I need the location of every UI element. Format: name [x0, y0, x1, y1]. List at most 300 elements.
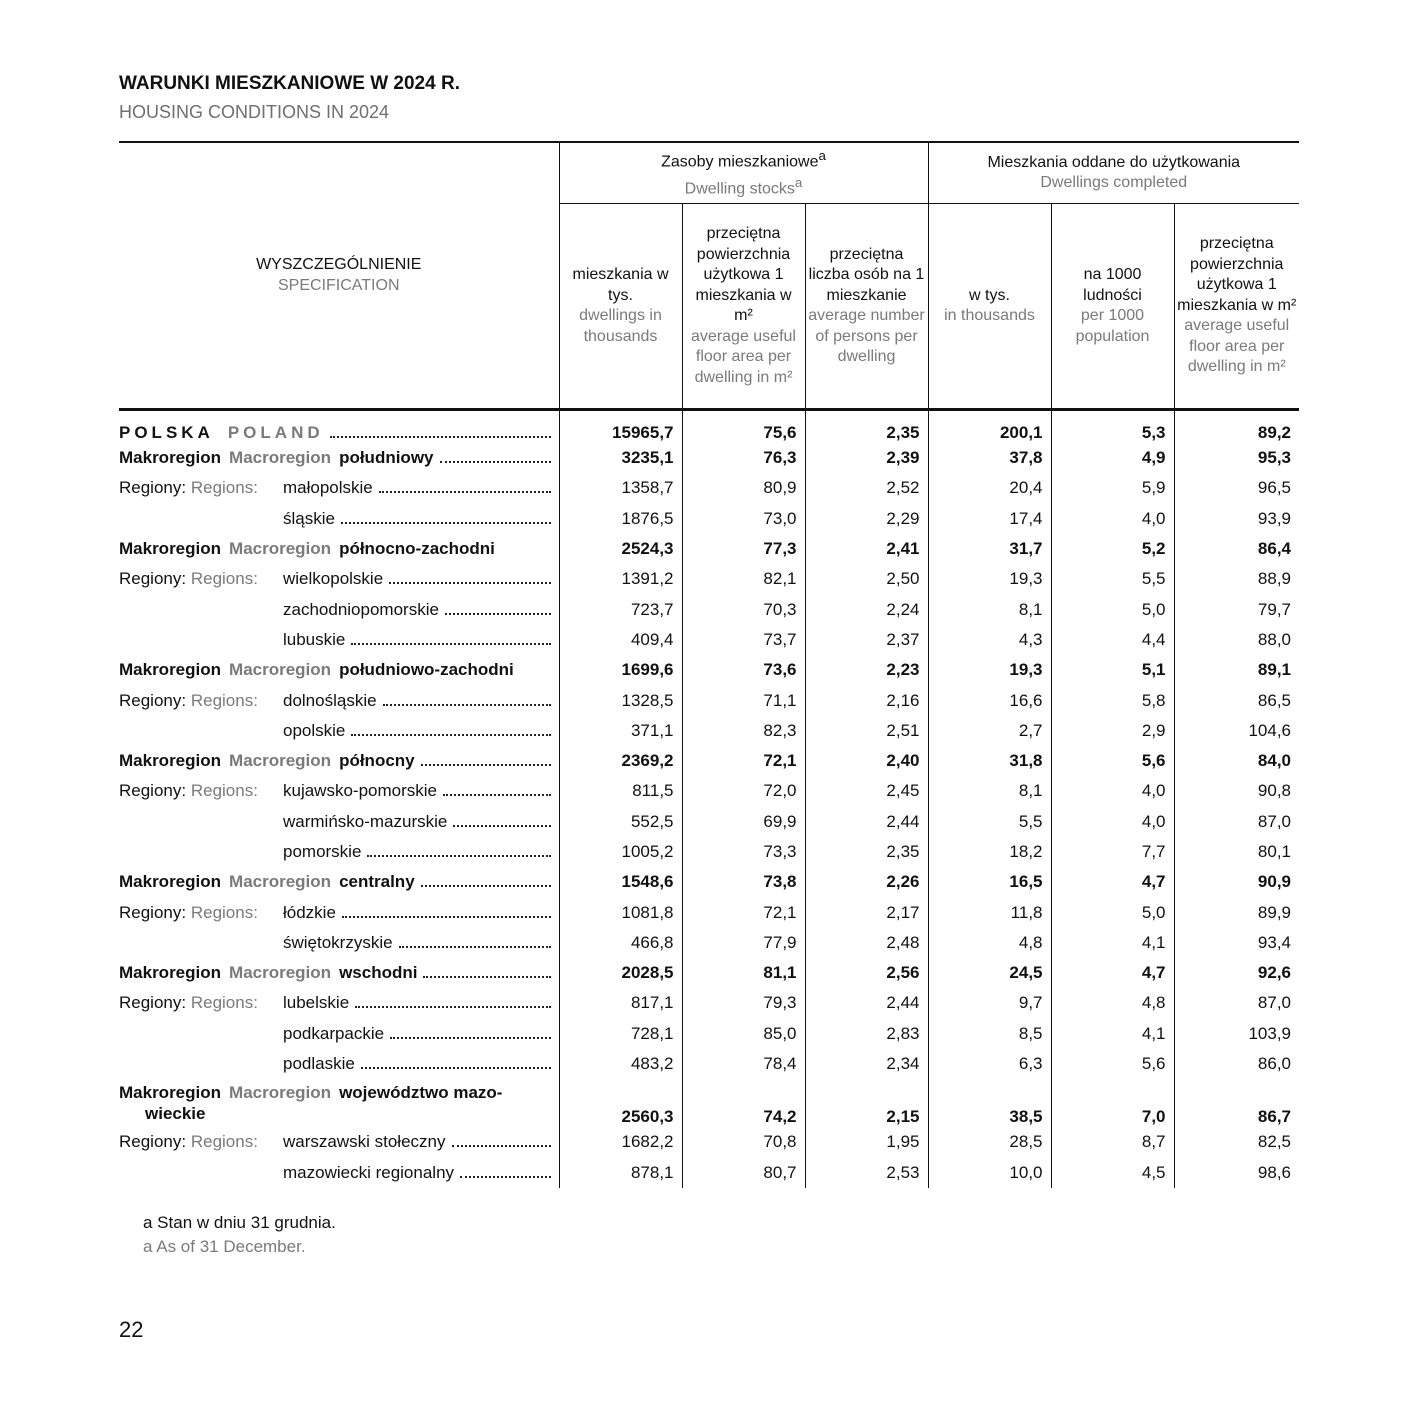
cell-col-6: 89,9: [1174, 897, 1299, 927]
table-row: [119, 1049, 1299, 1079]
cell-col-6: 86,7: [1174, 1079, 1299, 1127]
cell-col-6: 86,0: [1174, 1049, 1299, 1079]
regiony-label: Regiony:: [119, 569, 187, 589]
cell-col-5: 4,1: [1051, 928, 1174, 958]
row-label: [119, 867, 559, 897]
dot-leader: [421, 885, 551, 887]
group2-pl: Mieszkania oddane do użytkowania: [987, 153, 1241, 171]
cell-col-5: 4,0: [1051, 807, 1174, 837]
cell-col-5: 4,7: [1051, 958, 1174, 988]
cell-col-2: 80,7: [682, 1158, 805, 1188]
cell-col-5: 8,7: [1051, 1127, 1174, 1157]
region-name: świętokrzyskie: [283, 932, 393, 952]
cell-col-5: 5,5: [1051, 564, 1174, 594]
footnote-pl: a Stan w dniu 31 grudnia.: [143, 1213, 336, 1232]
row-label: [119, 564, 559, 594]
column-header-en: average number of persons per dwelling: [808, 307, 925, 365]
table-row: [119, 1158, 1299, 1188]
dot-leader: [342, 916, 551, 918]
polska-label: POLSKA: [119, 423, 214, 442]
group2-en: Dwellings completed: [1040, 174, 1188, 191]
cell-col-3: 2,29: [805, 504, 928, 534]
document-page: [119, 72, 1299, 1188]
column-header-4: [928, 204, 1051, 410]
dot-leader: [390, 1037, 550, 1039]
macroregion-name-cont: wieckie: [145, 1104, 206, 1124]
row-label: [119, 655, 559, 685]
regiony-label: Regiony:: [119, 690, 187, 710]
cell-col-5: 4,7: [1051, 867, 1174, 897]
row-label: [119, 410, 559, 444]
table-row: [119, 1127, 1299, 1157]
macroregion-name: województwo mazo-: [339, 1083, 503, 1103]
cell-col-3: 2,40: [805, 746, 928, 776]
column-header-pl: na 1000 ludności: [1083, 266, 1142, 304]
table-row: [119, 897, 1299, 927]
makroregion-label: Makroregion: [119, 963, 222, 983]
cell-col-6: 89,2: [1174, 410, 1299, 444]
cell-col-3: 2,15: [805, 1079, 928, 1127]
dot-leader: [330, 436, 551, 438]
cell-col-3: 2,83: [805, 1019, 928, 1049]
cell-col-1: 15965,7: [559, 410, 682, 444]
cell-col-3: 2,34: [805, 1049, 928, 1079]
row-label: [119, 897, 559, 927]
makroregion-label: Makroregion: [119, 751, 222, 771]
cell-col-4: 4,3: [928, 625, 1051, 655]
regions-prefix: [119, 569, 283, 589]
regions-label: Regions:: [190, 1132, 258, 1152]
table-row: [119, 443, 1299, 473]
cell-col-2: 71,1: [682, 685, 805, 715]
cell-col-1: 483,2: [559, 1049, 682, 1079]
cell-col-5: 5,6: [1051, 746, 1174, 776]
group1-en: Dwelling stocks: [684, 180, 795, 198]
cell-col-4: 10,0: [928, 1158, 1051, 1188]
group1-sup: a: [818, 148, 826, 164]
row-label: [119, 504, 559, 534]
page-number: 22: [119, 1317, 144, 1342]
column-header-5: [1051, 204, 1174, 410]
row-label: [119, 807, 559, 837]
cell-col-4: 8,1: [928, 594, 1051, 624]
group-header-stocks: [559, 142, 928, 204]
cell-col-1: 1699,6: [559, 655, 682, 685]
cell-col-1: 723,7: [559, 594, 682, 624]
cell-col-3: 2,35: [805, 837, 928, 867]
cell-col-6: 79,7: [1174, 594, 1299, 624]
dot-leader: [383, 704, 551, 706]
column-header-en: average useful floor area per dwelling in m²: [691, 327, 796, 386]
cell-col-4: 19,3: [928, 655, 1051, 685]
region-name: mazowiecki regionalny: [283, 1162, 455, 1182]
cell-col-1: 1391,2: [559, 564, 682, 594]
macroregion-label: Macroregion: [229, 448, 332, 468]
cell-col-4: 16,5: [928, 867, 1051, 897]
cell-col-3: 1,95: [805, 1127, 928, 1157]
footnote-en: a As of 31 December.: [143, 1237, 306, 1256]
cell-col-3: 2,41: [805, 534, 928, 564]
region-name: pomorskie: [283, 842, 362, 861]
cell-col-1: 1548,6: [559, 867, 682, 897]
cell-col-2: 78,4: [682, 1049, 805, 1079]
regions-label: Regions:: [190, 902, 258, 922]
makroregion-label: Makroregion: [119, 539, 222, 559]
cell-col-1: 728,1: [559, 1019, 682, 1049]
cell-col-6: 95,3: [1174, 443, 1299, 473]
column-header-pl: mieszkania w tys.: [572, 266, 669, 304]
dot-leader: [453, 825, 550, 827]
macroregion-label: Macroregion: [229, 872, 332, 892]
regiony-label: Regiony:: [119, 1132, 187, 1152]
dot-leader: [351, 734, 550, 736]
cell-col-5: 4,5: [1051, 1158, 1174, 1188]
cell-col-3: 2,24: [805, 594, 928, 624]
cell-col-2: 70,3: [682, 594, 805, 624]
cell-col-2: 82,1: [682, 564, 805, 594]
table-row: [119, 807, 1299, 837]
cell-col-6: 103,9: [1174, 1019, 1299, 1049]
cell-col-1: 811,5: [559, 776, 682, 806]
cell-col-3: 2,35: [805, 410, 928, 444]
cell-col-5: 7,7: [1051, 837, 1174, 867]
cell-col-1: 2028,5: [559, 958, 682, 988]
cell-col-5: 5,1: [1051, 655, 1174, 685]
macroregion-name: centralny: [339, 872, 415, 892]
cell-col-1: 1358,7: [559, 473, 682, 503]
cell-col-5: 4,1: [1051, 1019, 1174, 1049]
cell-col-1: 409,4: [559, 625, 682, 655]
cell-col-6: 86,5: [1174, 685, 1299, 715]
table-row: [119, 534, 1299, 564]
region-name: małopolskie: [283, 478, 373, 498]
cell-col-3: 2,44: [805, 988, 928, 1018]
cell-col-6: 84,0: [1174, 746, 1299, 776]
cell-col-6: 82,5: [1174, 1127, 1299, 1157]
cell-col-3: 2,51: [805, 716, 928, 746]
cell-col-6: 93,9: [1174, 504, 1299, 534]
cell-col-5: 4,0: [1051, 776, 1174, 806]
table-row: [119, 776, 1299, 806]
region-name: śląskie: [283, 508, 335, 528]
cell-col-4: 16,6: [928, 685, 1051, 715]
dot-leader: [443, 794, 551, 796]
regions-label: Regions:: [190, 478, 258, 498]
regions-label: Regions:: [190, 993, 258, 1013]
cell-col-2: 76,3: [682, 443, 805, 473]
table-subtitle: HOUSING CONDITIONS IN 2024: [119, 102, 390, 122]
cell-col-2: 69,9: [682, 807, 805, 837]
table-row: [119, 867, 1299, 897]
dot-leader: [399, 946, 551, 948]
cell-col-3: 2,17: [805, 897, 928, 927]
row-label: [119, 685, 559, 715]
column-header-pl: przeciętna powierzchnia użytkowa 1 mieszkania w m²: [1177, 235, 1297, 314]
dot-leader: [361, 1067, 551, 1069]
table-row: [119, 837, 1299, 867]
region-name: łódzkie: [283, 902, 336, 922]
spec-header: [119, 142, 559, 410]
row-label: [119, 1158, 559, 1188]
makroregion-label: Makroregion: [119, 1083, 222, 1103]
row-label: [119, 776, 559, 806]
cell-col-4: 18,2: [928, 837, 1051, 867]
table-row: [119, 958, 1299, 988]
table-row: [119, 928, 1299, 958]
regiony-label: Regiony:: [119, 993, 187, 1013]
cell-col-2: 73,8: [682, 867, 805, 897]
table-row: [119, 410, 1299, 444]
table-row: [119, 746, 1299, 776]
regions-prefix: [119, 478, 283, 498]
cell-col-4: 8,5: [928, 1019, 1051, 1049]
row-label: [119, 443, 559, 473]
cell-col-5: 4,9: [1051, 443, 1174, 473]
cell-col-4: 19,3: [928, 564, 1051, 594]
dot-leader: [379, 491, 551, 493]
table-row: [119, 504, 1299, 534]
column-header-en: in thousands: [944, 307, 1035, 324]
cell-col-6: 90,8: [1174, 776, 1299, 806]
cell-col-5: 4,0: [1051, 504, 1174, 534]
macroregion-name: północny: [339, 751, 415, 771]
housing-table: [119, 141, 1299, 1188]
cell-col-6: 89,1: [1174, 655, 1299, 685]
cell-col-1: 1005,2: [559, 837, 682, 867]
dot-leader: [421, 764, 551, 766]
dot-leader: [423, 976, 550, 978]
cell-col-1: 878,1: [559, 1158, 682, 1188]
cell-col-2: 73,0: [682, 504, 805, 534]
cell-col-6: 86,4: [1174, 534, 1299, 564]
cell-col-1: 1682,2: [559, 1127, 682, 1157]
cell-col-6: 87,0: [1174, 988, 1299, 1018]
row-label: [119, 534, 559, 564]
cell-col-5: 4,8: [1051, 988, 1174, 1018]
macroregion-label: Macroregion: [229, 539, 332, 559]
makroregion-label: Makroregion: [119, 448, 222, 468]
group1-pl: Zasoby mieszkaniowe: [661, 153, 819, 171]
cell-col-2: 72,1: [682, 746, 805, 776]
cell-col-2: 72,1: [682, 897, 805, 927]
table-title: WARUNKI MIESZKANIOWE W 2024 R.: [119, 73, 460, 94]
cell-col-3: 2,44: [805, 807, 928, 837]
cell-col-4: 37,8: [928, 443, 1051, 473]
cell-col-4: 4,8: [928, 928, 1051, 958]
macroregion-name: południowo-zachodni: [339, 660, 514, 680]
column-header-3: [805, 204, 928, 410]
row-label: [119, 746, 559, 776]
cell-col-1: 2369,2: [559, 746, 682, 776]
cell-col-1: 466,8: [559, 928, 682, 958]
cell-col-6: 88,9: [1174, 564, 1299, 594]
footnote: [143, 1211, 336, 1259]
cell-col-4: 9,7: [928, 988, 1051, 1018]
cell-col-3: 2,37: [805, 625, 928, 655]
poland-label: POLAND: [227, 423, 324, 442]
cell-col-6: 88,0: [1174, 625, 1299, 655]
cell-col-6: 92,6: [1174, 958, 1299, 988]
cell-col-3: 2,56: [805, 958, 928, 988]
dot-leader: [460, 1176, 550, 1178]
cell-col-5: 2,9: [1051, 716, 1174, 746]
cell-col-5: 5,8: [1051, 685, 1174, 715]
cell-col-4: 28,5: [928, 1127, 1051, 1157]
dot-leader: [355, 1006, 550, 1008]
cell-col-4: 31,7: [928, 534, 1051, 564]
cell-col-6: 98,6: [1174, 1158, 1299, 1188]
cell-col-5: 5,0: [1051, 897, 1174, 927]
region-name: podkarpackie: [283, 1023, 385, 1043]
row-label: [119, 837, 559, 867]
cell-col-3: 2,52: [805, 473, 928, 503]
regions-label: Regions:: [190, 781, 258, 801]
row-label: [119, 1079, 559, 1127]
cell-col-2: 74,2: [682, 1079, 805, 1127]
cell-col-4: 8,1: [928, 776, 1051, 806]
cell-col-1: 552,5: [559, 807, 682, 837]
cell-col-2: 79,3: [682, 988, 805, 1018]
cell-col-5: 5,6: [1051, 1049, 1174, 1079]
cell-col-3: 2,39: [805, 443, 928, 473]
regions-prefix: [119, 993, 283, 1013]
cell-col-2: 73,3: [682, 837, 805, 867]
regiony-label: Regiony:: [119, 478, 187, 498]
cell-col-6: 90,9: [1174, 867, 1299, 897]
cell-col-5: 4,4: [1051, 625, 1174, 655]
row-label: [119, 988, 559, 1018]
region-name: podlaskie: [283, 1054, 355, 1074]
makroregion-label: Makroregion: [119, 660, 222, 680]
cell-col-2: 81,1: [682, 958, 805, 988]
spec-header-pl: WYSZCZEGÓLNIENIE: [256, 256, 422, 273]
macroregion-label: Macroregion: [229, 660, 332, 680]
table-row: [119, 685, 1299, 715]
column-header-en: average useful floor area per dwelling in m²: [1184, 317, 1290, 376]
cell-col-4: 24,5: [928, 958, 1051, 988]
group1-en-sup: a: [794, 175, 803, 190]
macroregion-label: Macroregion: [229, 963, 332, 983]
column-header-2: [682, 204, 805, 410]
cell-col-6: 87,0: [1174, 807, 1299, 837]
table-row: [119, 625, 1299, 655]
column-header-pl: przeciętna powierzchnia użytkowa 1 mieszkania w m²: [695, 225, 792, 324]
cell-col-1: 1328,5: [559, 685, 682, 715]
macroregion-name: północno-zachodni: [339, 539, 495, 559]
cell-col-3: 2,48: [805, 928, 928, 958]
region-name: kujawsko-pomorskie: [283, 781, 437, 801]
cell-col-3: 2,16: [805, 685, 928, 715]
row-label: [119, 625, 559, 655]
regions-prefix: [119, 691, 283, 711]
cell-col-4: 6,3: [928, 1049, 1051, 1079]
cell-col-4: 17,4: [928, 504, 1051, 534]
region-name: opolskie: [283, 720, 346, 740]
table-row: [119, 1019, 1299, 1049]
cell-col-3: 2,23: [805, 655, 928, 685]
regions-label: Regions:: [190, 690, 258, 710]
macroregion-name: południowy: [339, 448, 434, 468]
cell-col-1: 817,1: [559, 988, 682, 1018]
cell-col-3: 2,45: [805, 776, 928, 806]
table-row: [119, 716, 1299, 746]
regiony-label: Regiony:: [119, 781, 187, 801]
cell-col-5: 5,2: [1051, 534, 1174, 564]
row-label: [119, 958, 559, 988]
cell-col-1: 371,1: [559, 716, 682, 746]
row-label: [119, 1019, 559, 1049]
cell-col-2: 72,0: [682, 776, 805, 806]
cell-col-6: 96,5: [1174, 473, 1299, 503]
row-label: [119, 928, 559, 958]
cell-col-2: 73,6: [682, 655, 805, 685]
group-header-completed: [928, 142, 1299, 204]
cell-col-2: 73,7: [682, 625, 805, 655]
region-name: warszawski stołeczny: [283, 1132, 446, 1152]
table-row: [119, 594, 1299, 624]
column-header-pl: przeciętna liczba osób na 1 mieszkanie: [808, 245, 925, 304]
cell-col-1: 1081,8: [559, 897, 682, 927]
regiony-label: Regiony:: [119, 902, 187, 922]
cell-col-5: 5,0: [1051, 594, 1174, 624]
cell-col-2: 75,6: [682, 410, 805, 444]
row-label: [119, 473, 559, 503]
region-name: lubuskie: [283, 629, 346, 649]
cell-col-4: 5,5: [928, 807, 1051, 837]
regions-label: Regions:: [190, 569, 258, 589]
row-label: [119, 1127, 559, 1157]
cell-col-2: 80,9: [682, 473, 805, 503]
table-row: [119, 1079, 1299, 1127]
cell-col-2: 77,9: [682, 928, 805, 958]
column-header-pl: w tys.: [969, 286, 1010, 304]
region-name: warmińsko-mazurskie: [283, 811, 448, 831]
cell-col-4: 11,8: [928, 897, 1051, 927]
dot-leader: [440, 461, 551, 463]
table-row: [119, 655, 1299, 685]
cell-col-6: 93,4: [1174, 928, 1299, 958]
table-row: [119, 564, 1299, 594]
dot-leader: [389, 582, 550, 584]
cell-col-3: 2,53: [805, 1158, 928, 1188]
cell-col-5: 7,0: [1051, 1079, 1174, 1127]
region-name: lubelskie: [283, 993, 350, 1013]
cell-col-4: 200,1: [928, 410, 1051, 444]
cell-col-4: 20,4: [928, 473, 1051, 503]
dot-leader: [351, 643, 550, 645]
cell-col-1: 2524,3: [559, 534, 682, 564]
column-header-en: per 1000 population: [1075, 307, 1150, 345]
cell-col-2: 70,8: [682, 1127, 805, 1157]
cell-col-1: 2560,3: [559, 1079, 682, 1127]
dot-leader: [445, 613, 551, 615]
table-row: [119, 473, 1299, 503]
macroregion-label: Macroregion: [229, 1083, 332, 1103]
cell-col-2: 82,3: [682, 716, 805, 746]
regions-prefix: [119, 903, 283, 923]
dot-leader: [452, 1145, 551, 1147]
region-name: zachodniopomorskie: [283, 599, 439, 619]
cell-col-1: 3235,1: [559, 443, 682, 473]
cell-col-2: 77,3: [682, 534, 805, 564]
macroregion-name: wschodni: [339, 963, 418, 983]
cell-col-6: 80,1: [1174, 837, 1299, 867]
row-label: [119, 594, 559, 624]
spec-header-en: SPECIFICATION: [278, 276, 400, 294]
cell-col-4: 38,5: [928, 1079, 1051, 1127]
cell-col-3: 2,50: [805, 564, 928, 594]
regions-prefix: [119, 781, 283, 801]
